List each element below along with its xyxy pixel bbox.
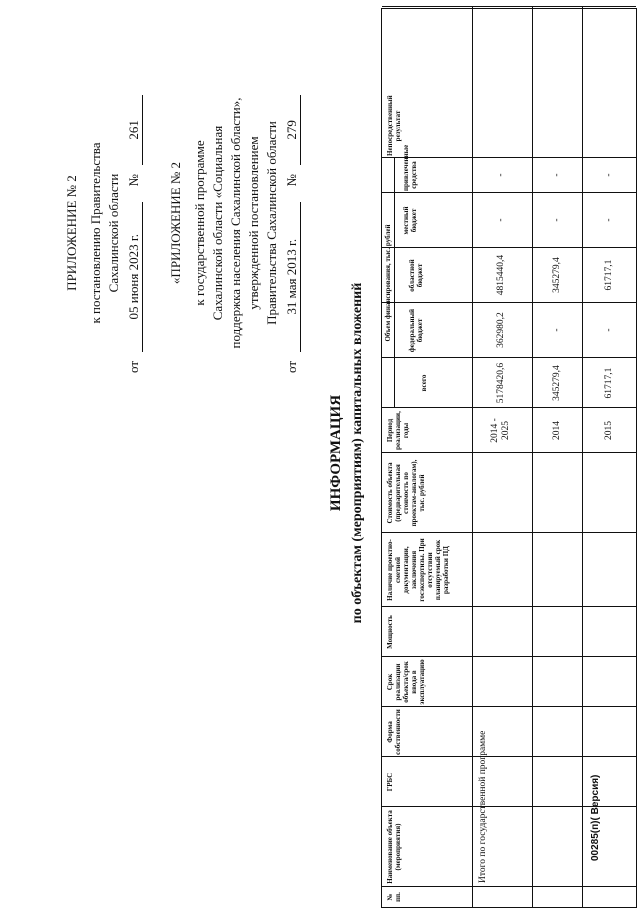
header-period: Период реализации, годы (386, 411, 410, 450)
row-federal: 362980,2 (496, 312, 506, 348)
row-attracted: - (496, 173, 506, 177)
program-date-line (284, 95, 301, 373)
header-total: всего (420, 374, 428, 392)
program-line: поддержка населения Сахалинской области», (228, 97, 243, 349)
appendix-date-line (126, 95, 143, 373)
row-local: - (604, 218, 614, 222)
header-local: местный бюджет (402, 206, 418, 235)
row-regional: 4815440,4 (496, 254, 506, 296)
header-federal: федеральный бюджет (408, 308, 424, 353)
header-design-docs: Наличие проектно-сметной документации, заключения госэкспертизы. При отсутствии планируемый срок разработки ПД (386, 538, 450, 602)
header-capacity: Мощность (386, 615, 394, 649)
capital-investments-table (381, 8, 637, 908)
appendix-date: 05 июня 2023 г. (126, 202, 143, 352)
header-deadline: Срок реализации объекта/срок ввода в эксплуатацию (386, 659, 426, 705)
row-period: 2014 (552, 421, 562, 440)
document-footer: 00285(п)( Версия) (590, 774, 601, 861)
from-label: от (126, 360, 141, 373)
total-label: Итого по государственной программе (478, 730, 488, 883)
row-local: - (496, 218, 506, 222)
appendix-line: к постановлению Правительства (88, 142, 103, 324)
row-attracted: - (604, 173, 614, 177)
header-regional: областной бюджет (408, 259, 424, 292)
header-financing: Объем финансирования, тыс. рублей (384, 224, 392, 342)
appendix-number: 261 (126, 95, 143, 165)
row-local: - (552, 218, 562, 222)
row-regional: 61717,1 (604, 259, 614, 291)
header-name: Наименование объекта (мероприятия) (386, 810, 402, 884)
row-regional: 345279,4 (552, 257, 562, 293)
program-line: утвержденной постановлением (246, 136, 261, 310)
row-total: 5178420,6 (496, 362, 506, 404)
program-line: Правительства Сахалинской области (264, 121, 279, 325)
program-line: Сахалинской области «Социальная (210, 125, 225, 321)
header-ownership: Форма собственности (386, 709, 402, 755)
appendix-line: Сахалинской области (106, 173, 121, 293)
row-period: 2015 (604, 421, 614, 440)
header-grbs: ГРБС (386, 772, 394, 792)
header-num: № пп. (386, 892, 402, 902)
number-label: № (284, 174, 299, 187)
program-title: «ПРИЛОЖЕНИЕ № 2 (168, 161, 183, 285)
row-federal: - (552, 328, 562, 332)
program-number: 279 (284, 95, 301, 165)
row-period: 2014 - 2025 (490, 418, 511, 443)
row-total: 345279,4 (552, 365, 562, 401)
from-label: от (284, 360, 299, 373)
row-attracted: - (552, 173, 562, 177)
program-line: к государственной программе (192, 140, 207, 306)
row-total: 61717,1 (604, 367, 614, 399)
appendix-title: ПРИЛОЖЕНИЕ № 2 (64, 175, 79, 291)
row-federal: - (604, 328, 614, 332)
document-subtitle: по объектам (мероприятиям) капитальных вложений (350, 282, 365, 624)
program-date: 31 мая 2013 г. (284, 202, 301, 352)
number-label: № (126, 174, 141, 187)
document-title: ИНФОРМАЦИЯ (328, 394, 344, 512)
header-result: Непосредственный результат (386, 95, 402, 156)
header-cost: Стоимость объекта (предварительная стоимость по проектам-аналогам), тыс. рублей (386, 459, 426, 527)
header-attracted: привлеченные средства (402, 144, 418, 191)
